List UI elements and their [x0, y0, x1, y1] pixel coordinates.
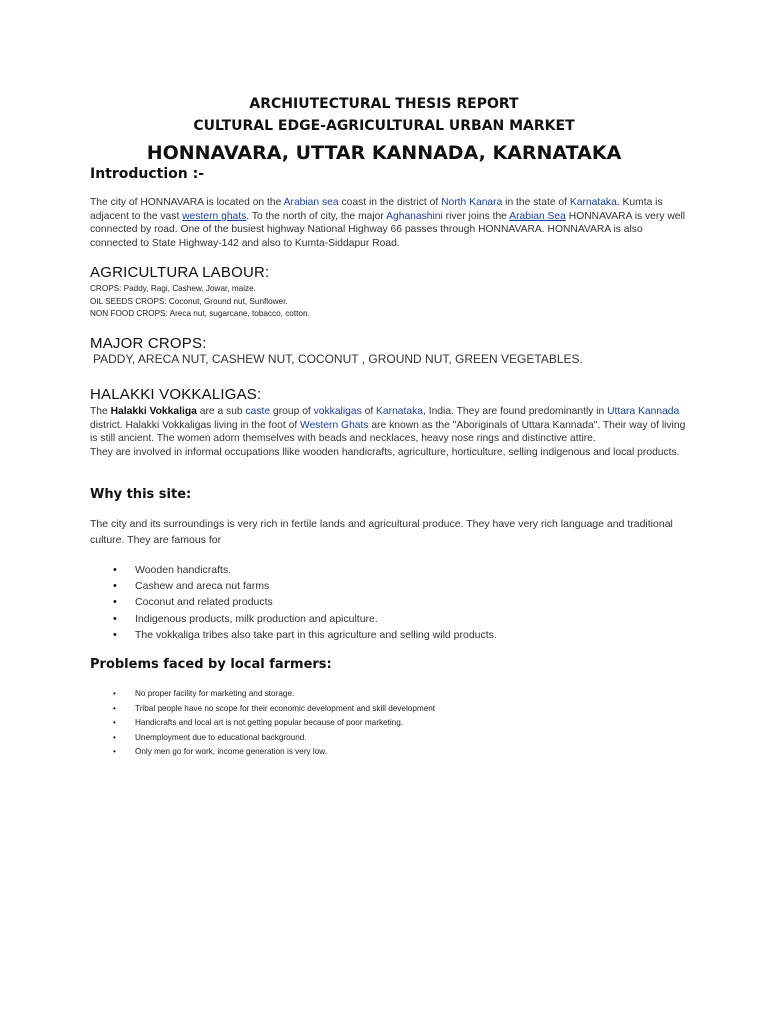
- why-heading: Why this site:: [90, 487, 192, 502]
- link-uttara-kannada[interactable]: Uttara Kannada: [607, 406, 680, 417]
- link-aghanashini[interactable]: Aghanashini: [386, 210, 443, 222]
- problems-heading: Problems faced by local farmers:: [90, 657, 332, 672]
- report-subtitle: CULTURAL EDGE-AGRICULTURAL URBAN MARKET: [193, 118, 575, 134]
- link-arabian-sea[interactable]: Arabian sea: [283, 197, 339, 208]
- intro-text: The city of HONNAVARA is located on the: [90, 197, 284, 208]
- link-caste[interactable]: caste: [245, 406, 271, 417]
- list-item: • Only men go for work, income generation is very low.: [90, 745, 690, 760]
- list-item: • Tribal people have no scope for their economic development and skill development: [90, 702, 690, 717]
- intro-text: river joins the: [442, 210, 510, 222]
- link-karnataka-2[interactable]: Karnataka: [376, 406, 423, 417]
- intro-text: HONNAVARA is very well connected by road. One of the busiest highway National Highway 66 passes through HONNAVARA. HONNAVARA is also connected to State Highway-142 and also to Kumta-Siddapur Road.: [90, 210, 686, 249]
- why-bullet-list: [90, 562, 690, 643]
- major-crops-heading: MAJOR CROPS:: [90, 335, 207, 352]
- major-crops-text: PADDY, ARECA NUT, CASHEW NUT, COCONUT , GROUND NUT, GREEN VEGETABLES.: [93, 352, 583, 366]
- list-item: • Handicrafts and local art is not getting popular because of poor marketing.: [90, 716, 690, 731]
- halakki-bold-name: Halakki Vokkaliga: [110, 406, 197, 417]
- halakki-text: are a sub: [196, 406, 246, 417]
- link-western-ghats[interactable]: western ghats: [182, 210, 247, 222]
- crops-line: CROPS: Paddy, Ragi, Cashew, Jowar, maize.: [90, 284, 256, 293]
- intro-text: . Kumta is adjacent to the vast: [90, 197, 663, 222]
- problems-section: [90, 657, 690, 760]
- labour-section: [90, 264, 690, 321]
- location-title: HONNAVARA, UTTAR KANNADA, KARNATAKA: [146, 142, 622, 164]
- intro-text: coast in the district of: [338, 197, 442, 208]
- list-item: • Wooden handicrafts.: [90, 562, 690, 578]
- halakki-text: , India. They are found predominantly in: [423, 406, 608, 417]
- report-title: ARCHIUTECTURAL THESIS REPORT: [249, 96, 519, 112]
- halakki-text: are known as the "Aboriginals of Uttara Kannada". Their way of living is still ancient. The women adorn themselves with beads and necklaces, heavy nose rings and distinctive attire.: [90, 419, 686, 444]
- oil-seeds-line: OIL SEEDS CROPS: Coconut, Ground nut, Sunflower.: [90, 296, 288, 306]
- halakki-paragraph: [90, 405, 690, 446]
- link-karnataka[interactable]: Karnataka: [569, 197, 617, 208]
- list-item: • Unemployment due to educational background.: [90, 731, 690, 746]
- list-item: • Coconut and related products: [90, 594, 690, 610]
- list-item: • The vokkaliga tribes also take part in this agriculture and selling wild products.: [90, 627, 690, 643]
- problems-bullet-list: [90, 687, 690, 760]
- link-arabian-sea-2[interactable]: Arabian Sea: [509, 210, 566, 222]
- list-item: • No proper facility for marketing and storage.: [90, 687, 690, 702]
- list-item: • Cashew and areca nut farms: [90, 578, 690, 594]
- halakki-text: district. Halakki Vokkaligas living in the foot of: [90, 419, 301, 431]
- labour-heading: AGRICULTURA LABOUR:: [90, 264, 270, 281]
- link-north-kanara[interactable]: North Kanara: [441, 197, 503, 208]
- link-vokkaligas[interactable]: vokkaligas: [313, 406, 362, 417]
- halakki-text: of: [361, 406, 377, 417]
- halakki-occupation-paragraph: They are involved in informal occupations llike wooden handicrafts, agriculture, horticulture, selling indigenous and local products.: [90, 446, 680, 458]
- introduction-heading: Introduction :-: [90, 166, 205, 182]
- halakki-text: The: [90, 406, 111, 417]
- list-item: • Indigenous products, milk production and apiculture.: [90, 611, 690, 627]
- non-food-line: NON FOOD CROPS: Areca nut, sugarcane, tobacco, cotton.: [90, 309, 310, 318]
- introduction-section: [90, 166, 690, 250]
- introduction-paragraph: [90, 196, 690, 250]
- title-block: [0, 93, 768, 167]
- intro-text: . To the north of city, the major: [246, 210, 387, 222]
- why-section: [90, 487, 690, 643]
- major-crops-section: [90, 335, 690, 366]
- intro-text: in the state of: [502, 197, 570, 208]
- halakki-heading: HALAKKI VOKKALIGAS:: [90, 386, 262, 403]
- halakki-section: [90, 386, 690, 459]
- halakki-text: group of: [270, 406, 314, 417]
- why-paragraph: The city and its surroundings is very rich in fertile lands and agricultural produce. They have very rich language and traditional culture. They are famous for: [90, 518, 673, 546]
- link-western-ghats-2[interactable]: Western Ghats: [300, 419, 369, 431]
